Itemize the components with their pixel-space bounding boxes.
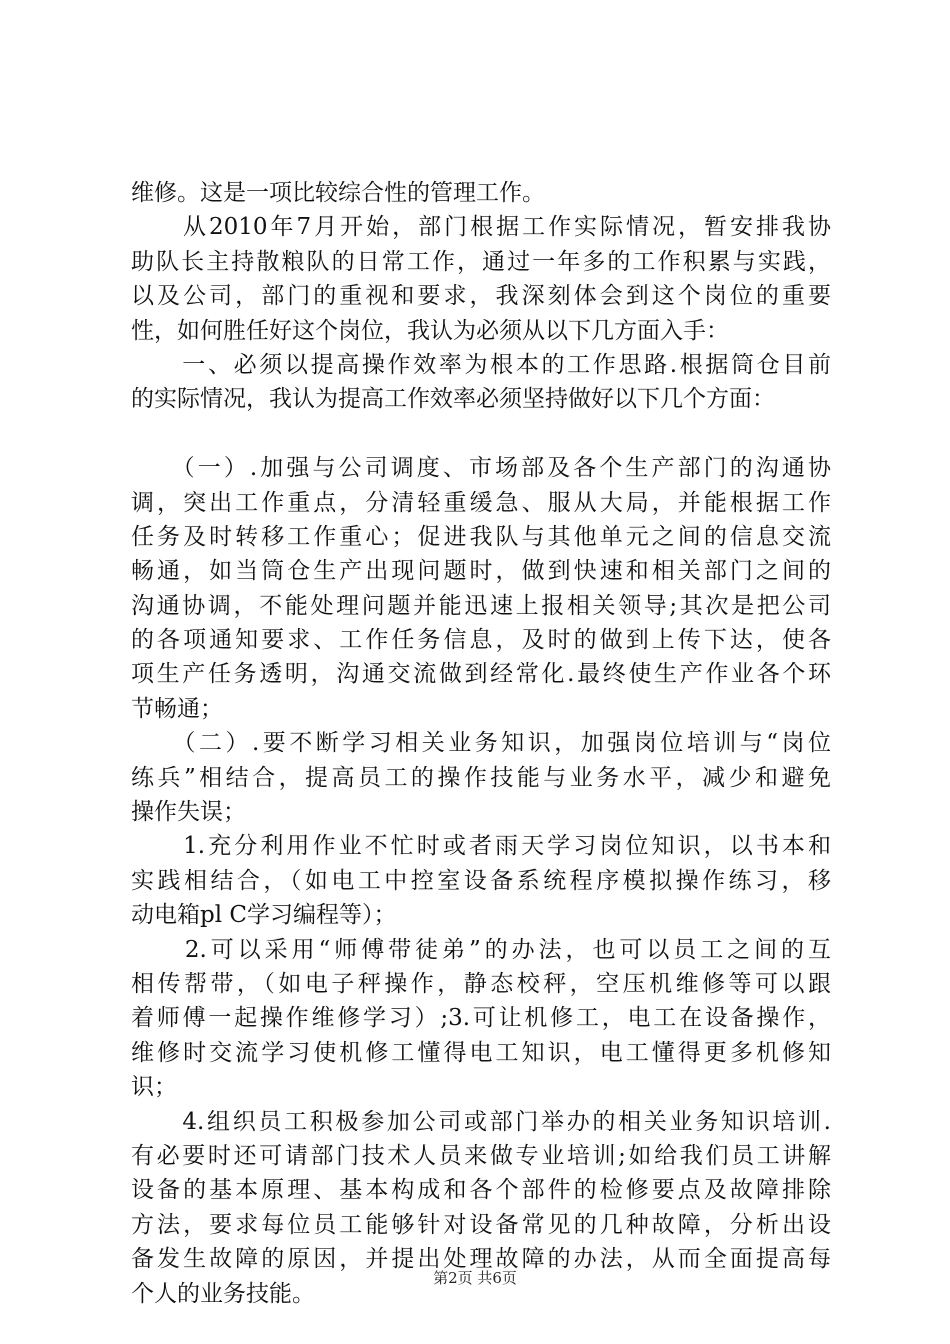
- page-footer: 第2页 共6页: [433, 1269, 517, 1287]
- text-line: 的实际情况，我认为提高工作效率必须坚持做好以下几个方面：: [131, 386, 775, 413]
- text-line: 助队长主持散粮队的日常工作，通过一年多的工作积累与实践，: [131, 248, 831, 275]
- paragraph-gap: [131, 417, 831, 451]
- text-line: 方法，要求每位员工能够针对设备常见的几种故障，分析出设: [131, 1211, 831, 1238]
- text-line: 的各项通知要求、工作任务信息，及时的做到上传下达，使各: [131, 627, 831, 654]
- text-line: 从2010年7月开始，部门根据工作实际情况，暂安排我协: [131, 214, 831, 241]
- document-body: [131, 176, 831, 1311]
- text-line: 项生产任务透明，沟通交流做到经常化.最终使生产作业各个环: [131, 661, 831, 688]
- text-line: 维修时交流学习使机修工懂得电工知识，电工懂得更多机修知: [131, 1039, 831, 1066]
- text-line: （二）.要不断学习相关业务知识，加强岗位培训与“岗位: [131, 730, 831, 757]
- text-line: 维修。这是一项比较综合性的管理工作。: [131, 180, 545, 206]
- text-line: 调，突出工作重点，分清轻重缓急、服从大局，并能根据工作: [131, 489, 831, 516]
- text-line: 任务及时转移工作重心；促进我队与其他单元之间的信息交流: [131, 523, 831, 550]
- text-line: 备发生故障的原因，并提出处理故障的办法，从而全面提高每: [131, 1246, 831, 1273]
- text-line: 性，如何胜任好这个岗位，我认为必须从以下几方面入手：: [131, 317, 729, 344]
- text-line: 设备的基本原理、基本构成和各个部件的检修要点及故障排除: [131, 1177, 831, 1204]
- text-line: 节畅通；: [131, 695, 223, 722]
- text-line: 相传帮带，（如电子秤操作，静态校秤，空压机维修等可以跟: [131, 970, 831, 997]
- text-line: 动电箱pl C学习编程等）；: [131, 902, 397, 929]
- text-line: 练兵”相结合，提高员工的操作技能与业务水平，减少和避免: [131, 764, 831, 791]
- text-line: 畅通，如当筒仓生产出现问题时，做到快速和相关部门之间的: [131, 558, 831, 585]
- text-line: 有必要时还可请部门技术人员来做专业培训;如给我们员工讲解: [131, 1142, 831, 1169]
- text-line: 实践相结合，（如电工中控室设备系统程序模拟操作练习，移: [131, 867, 831, 894]
- text-line: 2.可以采用“师傅带徒弟”的办法，也可以员工之间的互: [131, 936, 831, 963]
- text-line: 沟通协调，不能处理问题并能迅速上报相关领导;其次是把公司: [131, 592, 831, 619]
- text-line: 识；: [131, 1074, 177, 1101]
- text-line: 一、必须以提高操作效率为根本的工作思路.根据筒仓目前: [131, 351, 831, 378]
- text-line: 4.组织员工积极参加公司或部门举办的相关业务知识培训.: [131, 1108, 831, 1135]
- text-line: （一）.加强与公司调度、市场部及各个生产部门的沟通协: [131, 455, 831, 482]
- text-line: 以及公司，部门的重视和要求，我深刻体会到这个岗位的重要: [131, 283, 831, 310]
- text-line: 个人的业务技能。: [131, 1280, 315, 1307]
- text-line: 着师傅一起操作维修学习）;3.可让机修工，电工在设备操作，: [131, 1005, 831, 1032]
- text-line: 1.充分利用作业不忙时或者雨天学习岗位知识，以书本和: [131, 833, 831, 860]
- text-line: 操作失误；: [131, 799, 246, 826]
